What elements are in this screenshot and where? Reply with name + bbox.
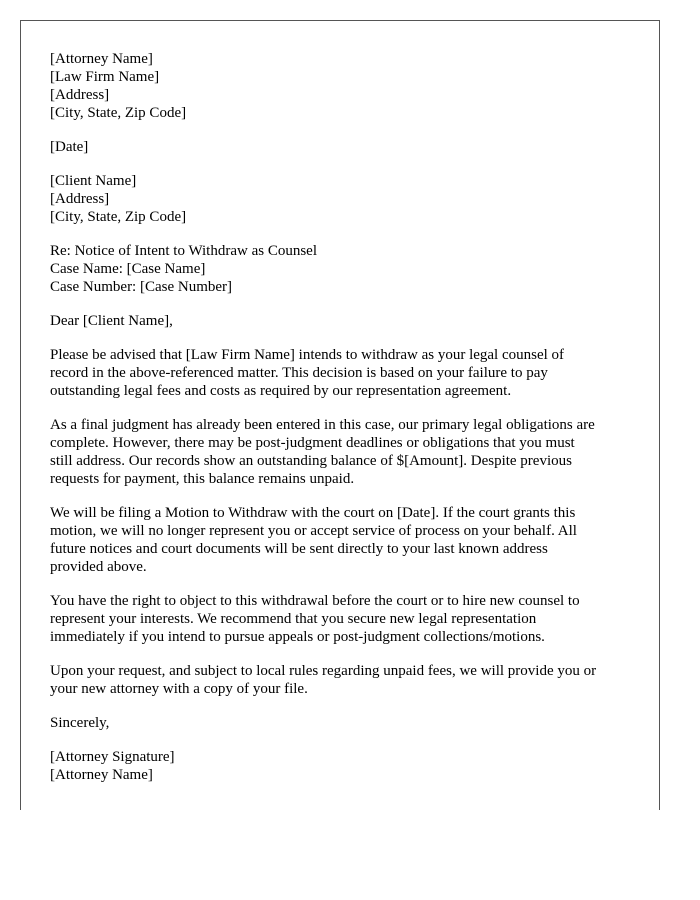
closing-text: Sincerely, [50,715,110,731]
body-paragraph [50,592,650,646]
date-text: [Date] [50,139,89,155]
reference-line: Case Number: [Case Number] [50,279,233,295]
closing [50,714,650,732]
recipient-line: [Address] [50,191,110,207]
reference-line: Case Name: [Case Name] [50,261,206,277]
paragraph-line: complete. However, there may be post-judgment deadlines or obligations that you must [50,435,575,451]
letter-page [20,20,660,810]
sender-line: [Law Firm Name] [50,69,160,85]
paragraph-line: provided above. [50,559,147,575]
body-paragraph [50,346,650,400]
reference-block [50,242,650,296]
paragraph-line: your new attorney with a copy of your file. [50,681,308,697]
paragraph-line: motion, we will no longer represent you or accept service of process on your behalf. All [50,523,577,539]
signature-line: [Attorney Signature] [50,749,175,765]
body-paragraph [50,416,650,488]
paragraph-line: requests for payment, this balance remains unpaid. [50,471,355,487]
sender-line: [Attorney Name] [50,51,153,67]
body-paragraph [50,504,650,576]
paragraph-line: Please be advised that [Law Firm Name] intends to withdraw as your legal counsel of [50,347,565,363]
paragraph-line: record in the above-referenced matter. This decision is based on your failure to pay [50,365,548,381]
paragraph-line: immediately if you intend to pursue appeals or post-judgment collections/motions. [50,629,545,645]
sender-line: [City, State, Zip Code] [50,105,187,121]
paragraph-line: Upon your request, and subject to local rules regarding unpaid fees, we will provide you or [50,663,597,679]
recipient-address [50,172,650,226]
sender-line: [Address] [50,87,110,103]
paragraph-line: still address. Our records show an outstanding balance of $[Amount]. Despite previous [50,453,572,469]
recipient-line: [City, State, Zip Code] [50,209,187,225]
paragraph-line: We will be filing a Motion to Withdraw with the court on [Date]. If the court grants this [50,505,576,521]
letter-content [50,50,650,800]
paragraph-line: As a final judgment has already been entered in this case, our primary legal obligations are [50,417,595,433]
salutation-text: Dear [Client Name], [50,313,173,329]
sender-address [50,50,650,122]
letter-date [50,138,650,156]
signature-line: [Attorney Name] [50,767,153,783]
paragraph-line: outstanding legal fees and costs as required by our representation agreement. [50,383,512,399]
recipient-line: [Client Name] [50,173,137,189]
signature-block [50,748,650,784]
paragraph-line: represent your interests. We recommend that you secure new legal representation [50,611,537,627]
paragraph-line: You have the right to object to this withdrawal before the court or to hire new counsel to [50,593,580,609]
reference-line: Re: Notice of Intent to Withdraw as Counsel [50,243,317,259]
body-paragraph [50,662,650,698]
salutation [50,312,650,330]
paragraph-line: future notices and court documents will be sent directly to your last known address [50,541,548,557]
